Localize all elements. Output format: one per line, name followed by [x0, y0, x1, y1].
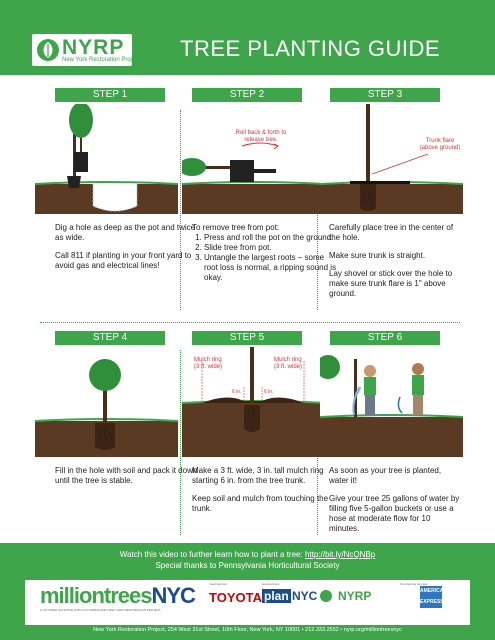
- mulch-label-right: [274, 357, 302, 371]
- step-1-illustration: [35, 104, 178, 214]
- list-item: 3. Untangle the largest roots – some root loss is normal, a ripping sound is okay.: [204, 253, 337, 283]
- step-4-illustration: [35, 347, 178, 457]
- step-5-header: STEP 5: [192, 331, 302, 345]
- page-title: TREE PLANTING GUIDE: [180, 36, 441, 61]
- step-1-header: STEP 1: [55, 88, 165, 102]
- label-line: (3 ft. wide): [194, 364, 223, 370]
- thanks-text: Special thanks to Pennsylvania Horticultural Society: [155, 561, 340, 570]
- annotation-line: Trunk flare: [425, 138, 455, 144]
- step-4-header: STEP 4: [55, 331, 165, 345]
- list-item: 2. Slide tree from pot.: [204, 243, 337, 253]
- step-2-list: [192, 233, 337, 283]
- milliontrees-logo[interactable]: [40, 583, 195, 609]
- step-4-text: [55, 466, 200, 494]
- step-3-illustration: [320, 104, 463, 214]
- step-3-paragraph: Lay shovel or stick over the hole to make sure trunk flare is 1" above ground.: [329, 269, 453, 298]
- address-line: New York Restoration Project, 254 West 31st Street, 10th Floor, New York, NY 10001 • 212.333.2552 • nyrp.org/milliontreesnyc: [93, 627, 402, 633]
- step-6-header: STEP 6: [330, 331, 440, 345]
- step-6-illustration: [320, 347, 463, 457]
- step-2-illustration: [182, 104, 325, 214]
- lead-partners-label: lead partners: [262, 582, 280, 586]
- step-5-illustration: [182, 347, 325, 457]
- step-5-text: [192, 466, 337, 522]
- mt-nyc: NYC: [151, 583, 195, 608]
- separator: [180, 350, 181, 535]
- list-item: 1. Press and roll the pot on the ground.: [204, 233, 337, 243]
- separator: [180, 110, 181, 310]
- label-line: (3 ft. wide): [274, 364, 303, 370]
- step-6-text: [329, 466, 461, 542]
- nyrp-footer-logo[interactable]: NYRP: [338, 589, 372, 603]
- founding-sponsor-label: first planting sponsor: [400, 582, 428, 586]
- inch-label-left: 6 in.: [232, 389, 242, 395]
- nyc-parks-leaf-icon[interactable]: [320, 590, 332, 602]
- plan-nyc-logo[interactable]: NYC: [292, 589, 318, 603]
- step-3-text: [329, 223, 461, 307]
- video-text: Watch this video to further learn how to plant a tree:: [119, 550, 305, 559]
- label-line: Mulch ring: [274, 357, 302, 363]
- annotation-line: (above ground): [419, 145, 461, 151]
- step-4-paragraph: Fill in the hole with soil and pack it down until the tree is stable.: [55, 466, 198, 485]
- plan-logo[interactable]: plan: [264, 589, 289, 603]
- step-2-intro: To remove tree from pot:: [192, 223, 280, 232]
- step-6-paragraph: Give your tree 25 gallons of water by filling five 5-gallon buckets or use a hose at moderate flow for 10 minutes.: [329, 494, 460, 533]
- step-5-paragraph: Keep soil and mulch from touching the trunk.: [192, 494, 329, 513]
- step-2-header: STEP 2: [192, 88, 302, 102]
- separator: [40, 322, 460, 323]
- leaf-logo-icon: [36, 38, 60, 62]
- lead-sponsor-label: lead sponsor: [210, 582, 228, 586]
- step-6-paragraph: As soon as your tree is planted, water it!: [329, 466, 442, 485]
- step-3-annotation: [418, 138, 462, 152]
- step-2-text: [192, 223, 337, 283]
- logo-text: NYRP: [62, 36, 125, 59]
- milliontrees-subtitle: A CITYWIDE INITIATIVE WITH NYC PARKS AND NEW YORK RESTORATION PROJECT: [40, 608, 161, 612]
- amex-logo[interactable]: AMERICAN EXPRESS: [420, 586, 442, 608]
- nyrp-logo[interactable]: [32, 34, 141, 66]
- step-2-annotation: Roll back & forth to release tree.: [235, 130, 287, 143]
- mulch-label-left: [194, 357, 222, 371]
- step-3-header: STEP 3: [330, 88, 440, 102]
- step-3-paragraph: Make sure trunk is straight.: [329, 251, 426, 260]
- toyota-logo[interactable]: TOYOTA: [209, 590, 262, 605]
- step-1-paragraph: Call 811 if planting in your front yard to avoid gas and electrical lines!: [55, 251, 192, 270]
- step-1-text: [55, 223, 200, 279]
- label-line: Mulch ring: [194, 357, 222, 363]
- step-3-paragraph: Carefully place tree in the center of the hole.: [329, 223, 454, 242]
- mt-text: milliontrees: [40, 583, 152, 608]
- video-link[interactable]: http://bit.ly/NcQNBp: [304, 550, 376, 559]
- video-note: [0, 549, 495, 571]
- step-5-paragraph: Make a 3 ft. wide, 3 in. tall mulch ring starting 6 in. from the tree trunk.: [192, 466, 324, 485]
- inch-label-right: 6 in.: [264, 389, 274, 395]
- logo-subtitle: New York Restoration Project: [62, 57, 141, 63]
- step-1-paragraph: Dig a hole as deep as the pot and twice as wide.: [55, 223, 196, 242]
